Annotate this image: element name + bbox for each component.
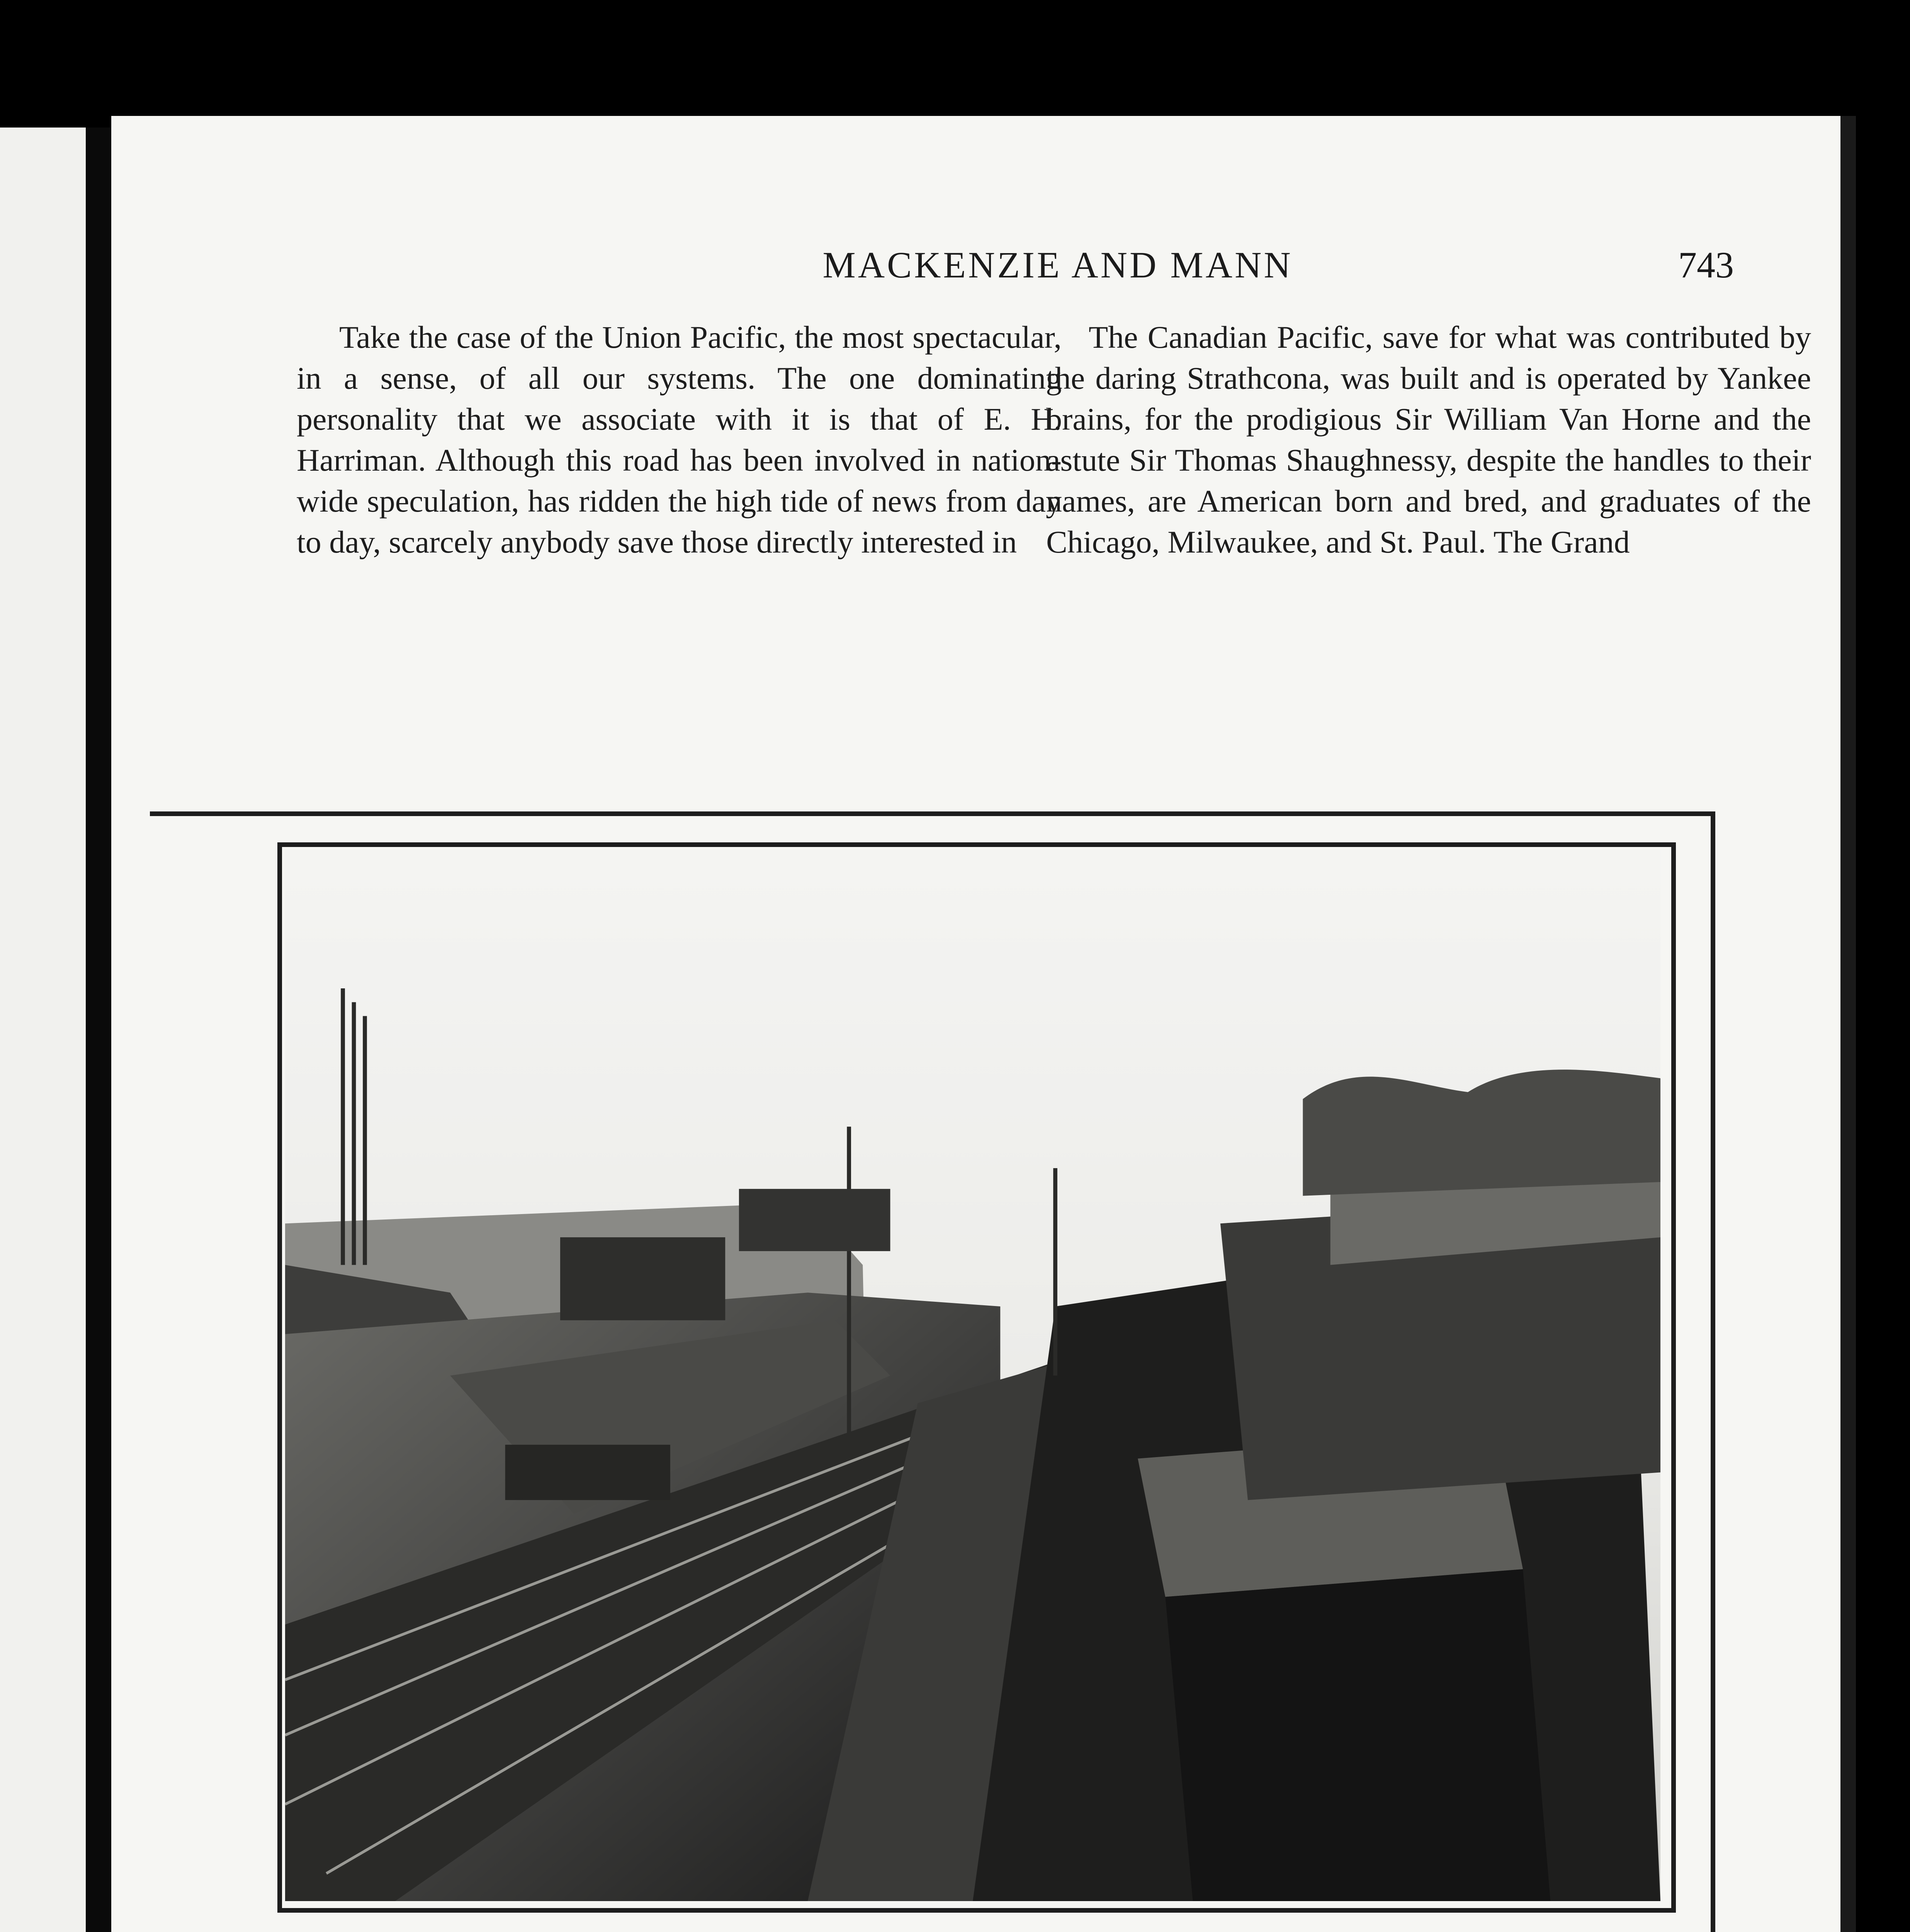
left-page-edge (0, 128, 89, 1932)
magazine-page (111, 116, 1840, 1932)
page-edge-shadow (1840, 116, 1856, 1932)
page-number: 743 (1678, 244, 1734, 286)
running-head (111, 243, 1840, 298)
text-column-top-right (1046, 317, 1811, 811)
rail-yard-photograph (285, 850, 1660, 1901)
running-title: MACKENZIE AND MANN (822, 244, 1293, 286)
text-column-top-left (297, 317, 1062, 811)
paragraph: The Canadian Pacific, save for what was contributed by the daring Strathcona, was built and is operated by Yankee brains, for the prodigious Sir William Van Horne and the astute Sir Thomas Shaughnessy, despite the handles to their names, are American born and bred, and graduates of the Chicago, Milwaukee, and St. Paul. The Grand (1046, 320, 1811, 560)
paragraph: Take the case of the Union Pacific, the most spectacular, in a sense, of all our systems. The one dominating personality that we associate with it is that of E. H. Harriman. Although this road has been involved in nation-wide speculation, has ridden the high tide of news from day to day, scarcely anybody save those directly interested in (297, 320, 1062, 560)
book-gutter (86, 128, 111, 1932)
